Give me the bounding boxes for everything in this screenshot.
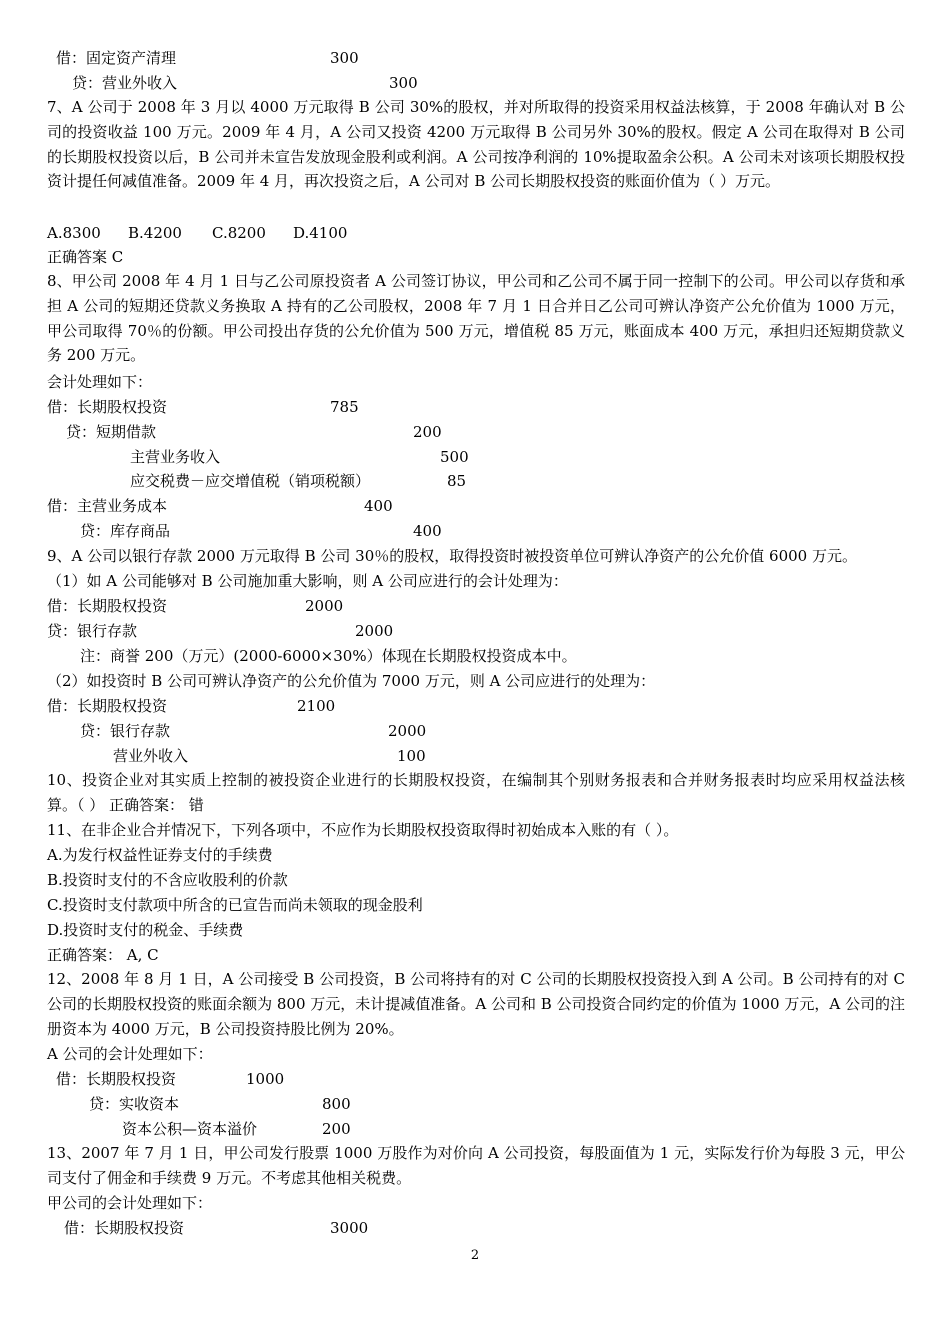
option-a: A.为发行权益性证券支付的手续费 [47,846,273,864]
entry-amount: 2100 [297,697,336,715]
entry-amount: 785 [330,398,359,416]
section-heading: 甲公司的会计处理如下： [47,1194,213,1212]
option-a: A.8300 [47,224,101,242]
entry-debit-label: 借：长期股权投资 [47,697,168,715]
entry-amount: 2000 [388,722,427,740]
entry-amount: 400 [364,497,393,515]
question-7: 7、A 公司于 2008 年 3 月以 4000 万元取得 B 公司 30%的股权，并对所取得的投资采用权益法核算，于 2008 年确认对 B 公司的投资收益 100 万元。2009 年 4 月，A 公司又投资 4200 万元取得 B 公司另外 30%的股权。假定 A 公司在取得对 B 公司的长期股权投资以后，B 公司并未宣告发放现金股利或利润。A 公司按净利润的 10%提取盈余公积。A 公司未对该项长期股权投资计提任何减值准备。2009 年 4 月，再次投资之后，A 公司对 B 公司长期股权投资的账面价值为（ ）万元。 [47,98,905,191]
entry-amount: 200 [322,1120,351,1138]
entry-debit-label: 借：长期股权投资 [47,398,168,416]
entry-credit-label: 资本公积—资本溢价 [122,1120,258,1138]
option-d: D.投资时支付的税金、手续费 [47,921,244,939]
entry-credit-label: 贷：库存商品 [80,522,171,540]
section-heading: A 公司的会计处理如下： [47,1045,213,1063]
option-c: C.投资时支付款项中所含的已宣告而尚未领取的现金股利 [47,896,423,914]
option-c: C.8200 [212,224,266,242]
entry-amount: 2000 [305,597,344,615]
sub-question: （2）如投资时 B 公司可辨认净资产的公允价值为 7000 万元，则 A 公司应进行的处理为： [47,672,656,690]
entry-amount: 300 [330,49,359,67]
option-b: B.投资时支付的不含应收股利的价款 [47,871,288,889]
answer-11: 正确答案： A, C [47,946,159,964]
entry-credit-label: 应交税费－应交增值税（销项税额） [130,472,371,490]
entry-debit-label: 借：长期股权投资 [64,1219,185,1237]
entry-credit-label: 贷：短期借款 [66,423,157,441]
option-b: B.4200 [128,224,182,242]
entry-debit-label: 借：固定资产清理 [56,49,177,67]
entry-amount: 400 [413,522,442,540]
entry-credit-label: 营业外收入 [113,747,189,765]
question-9: 9、A 公司以银行存款 2000 万元取得 B 公司 30％的股权，取得投资时被投资单位可辨认净资产的公允价值 6000 万元。 [47,547,857,565]
section-heading: 会计处理如下： [47,373,153,391]
entry-debit-label: 借：长期股权投资 [47,597,168,615]
entry-amount: 100 [397,747,426,765]
question-10: 10、投资企业对其实质上控制的被投资企业进行的长期股权投资，在编制其个别财务报表和合并财务报表时均应采用权益法核算。（ ） 正确答案： 错 [47,771,905,814]
note: 注：商誉 200（万元）(2000-6000×30%）体现在长期股权投资成本中。 [80,647,577,665]
entry-amount: 1000 [246,1070,285,1088]
entry-amount: 200 [413,423,442,441]
page-number: 2 [470,1248,480,1263]
question-13: 13、2007 年 7 月 1 日，甲公司发行股票 1000 万股作为对价向 A 公司投资，每股面值为 1 元，实际发行价为每股 3 元，甲公司支付了佣金和手续费 9 万元。不考虑其他相关税费。 [47,1144,905,1187]
entry-amount: 500 [440,448,469,466]
entry-debit-label: 借：主营业务成本 [47,497,168,515]
question-8: 8、甲公司 2008 年 4 月 1 日与乙公司原投资者 A 公司签订协议，甲公司和乙公司不属于同一控制下的公司。甲公司以存货和承担 A 公司的短期还贷款义务换取 A 持有的乙公司股权，2008 年 7 月 1 日合并日乙公司可辨认净资产公允价值为 1000 万元，甲公司取得 70％的份额。甲公司投出存货的公允价值为 500 万元，增值税 85 万元，账面成本 400 万元，承担归还短期贷款义务 200 万元。 [47,272,905,365]
question-11: 11、在非企业合并情况下，下列各项中，不应作为长期股权投资取得时初始成本入账的有（ ）。 [47,821,679,839]
sub-question: （1）如 A 公司能够对 B 公司施加重大影响，则 A 公司应进行的会计处理为： [47,572,568,590]
entry-amount: 300 [389,74,418,92]
entry-credit-label: 主营业务收入 [130,448,221,466]
entry-credit-label: 贷：营业外收入 [72,74,178,92]
question-12: 12、2008 年 8 月 1 日，A 公司接受 B 公司投资，B 公司将持有的对 C 公司的长期股权投资投入到 A 公司。B 公司持有的对 C 公司的长期股权投资的账面余额为 800 万元，未计提减值准备。A 公司和 B 公司投资合同约定的价值为 1000 万元，A 公司的注册资本为 4000 万元，B 公司投资持股比例为 20%。 [47,970,905,1038]
entry-amount: 85 [447,472,467,490]
entry-amount: 800 [322,1095,351,1113]
entry-credit-label: 贷：银行存款 [80,722,171,740]
answer-7: 正确答案 C [47,248,124,266]
entry-credit-label: 贷：实收资本 [89,1095,180,1113]
option-d: D.4100 [293,224,348,242]
entry-amount: 3000 [330,1219,369,1237]
entry-amount: 2000 [355,622,394,640]
entry-debit-label: 借：长期股权投资 [56,1070,177,1088]
entry-credit-label: 贷：银行存款 [47,622,138,640]
